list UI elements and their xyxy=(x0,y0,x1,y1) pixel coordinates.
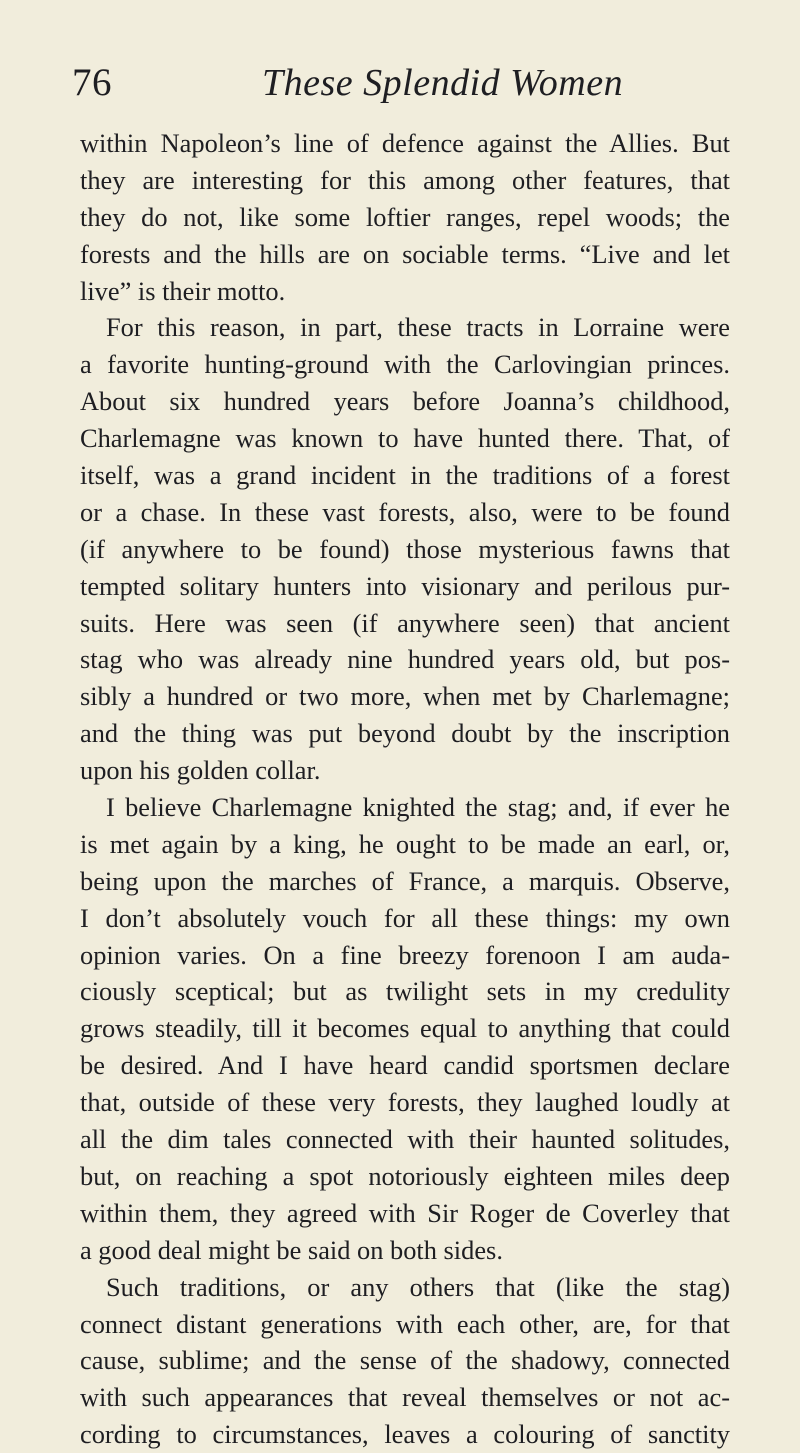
page-number: 76 xyxy=(72,61,112,104)
text-line: grows steadily, till it becomes equal to anything that could xyxy=(80,1013,730,1044)
text-line: sibly a hundred or two more, when met by Charlemagne; xyxy=(80,681,730,712)
text-line: with such appearances that reveal themselves or not ac- xyxy=(80,1382,730,1413)
text-line: live” is their motto. xyxy=(80,275,286,306)
body-text xyxy=(80,125,730,1453)
text-line: that, outside of these very forests, they laughed loudly at xyxy=(80,1087,730,1118)
text-line: within Napoleon’s line of defence against the Allies. But xyxy=(80,128,730,158)
running-title: These Splendid Women xyxy=(262,62,624,104)
text-line: be desired. And I have heard candid sportsmen declare xyxy=(80,1050,730,1081)
text-line: ciously sceptical; but as twilight sets in my credulity xyxy=(80,976,730,1007)
text-line: (if anywhere to be found) those mysterious fawns that xyxy=(80,533,730,564)
text-line: a good deal might be said on both sides. xyxy=(80,1234,503,1265)
text-line: Such traditions, or any others that (like the stag) xyxy=(106,1271,730,1302)
text-line: but, on reaching a spot notoriously eighteen miles deep xyxy=(80,1160,730,1191)
text-line: I believe Charlemagne knighted the stag; and, if ever he xyxy=(106,792,730,823)
text-line: For this reason, in part, these tracts in Lorraine were xyxy=(106,312,730,343)
text-line: they do not, like some loftier ranges, repel woods; the xyxy=(80,201,730,232)
text-line: being upon the marches of France, a marquis. Observe, xyxy=(80,865,730,896)
text-line: I don’t absolutely vouch for all these things: my own xyxy=(80,902,730,933)
text-line: Charlemagne was known to have hunted there. That, of xyxy=(80,423,730,454)
text-line: or a chase. In these vast forests, also, were to be found xyxy=(80,496,730,527)
text-line: and the thing was put beyond doubt by the inscription xyxy=(80,718,730,749)
text-line: About six hundred years before Joanna’s childhood, xyxy=(80,386,730,417)
text-line: forests and the hills are on sociable terms. “Live and let xyxy=(80,238,730,269)
text-line: itself, was a grand incident in the traditions of a forest xyxy=(80,460,730,491)
text-line: tempted solitary hunters into visionary and perilous pur- xyxy=(80,570,730,601)
text-line: they are interesting for this among other features, that xyxy=(80,164,730,195)
text-line: stag who was already nine hundred years old, but pos- xyxy=(80,644,730,675)
text-line: cause, sublime; and the sense of the shadowy, connected xyxy=(80,1345,730,1376)
text-line: all the dim tales connected with their haunted solitudes, xyxy=(80,1124,730,1155)
text-line: is met again by a king, he ought to be made an earl, or, xyxy=(80,828,730,859)
text-line: upon his golden collar. xyxy=(80,755,321,786)
text-line: opinion varies. On a fine breezy forenoon I am auda- xyxy=(80,939,730,970)
text-line: connect distant generations with each other, are, for that xyxy=(80,1308,730,1339)
text-line: a favorite hunting-ground with the Carlovingian princes. xyxy=(80,349,730,380)
running-head xyxy=(72,58,732,108)
text-line: within them, they agreed with Sir Roger de Coverley that xyxy=(80,1197,730,1228)
text-line: suits. Here was seen (if anywhere seen) that ancient xyxy=(80,607,730,638)
text-line: cording to circumstances, leaves a colouring of sanctity xyxy=(80,1419,730,1450)
